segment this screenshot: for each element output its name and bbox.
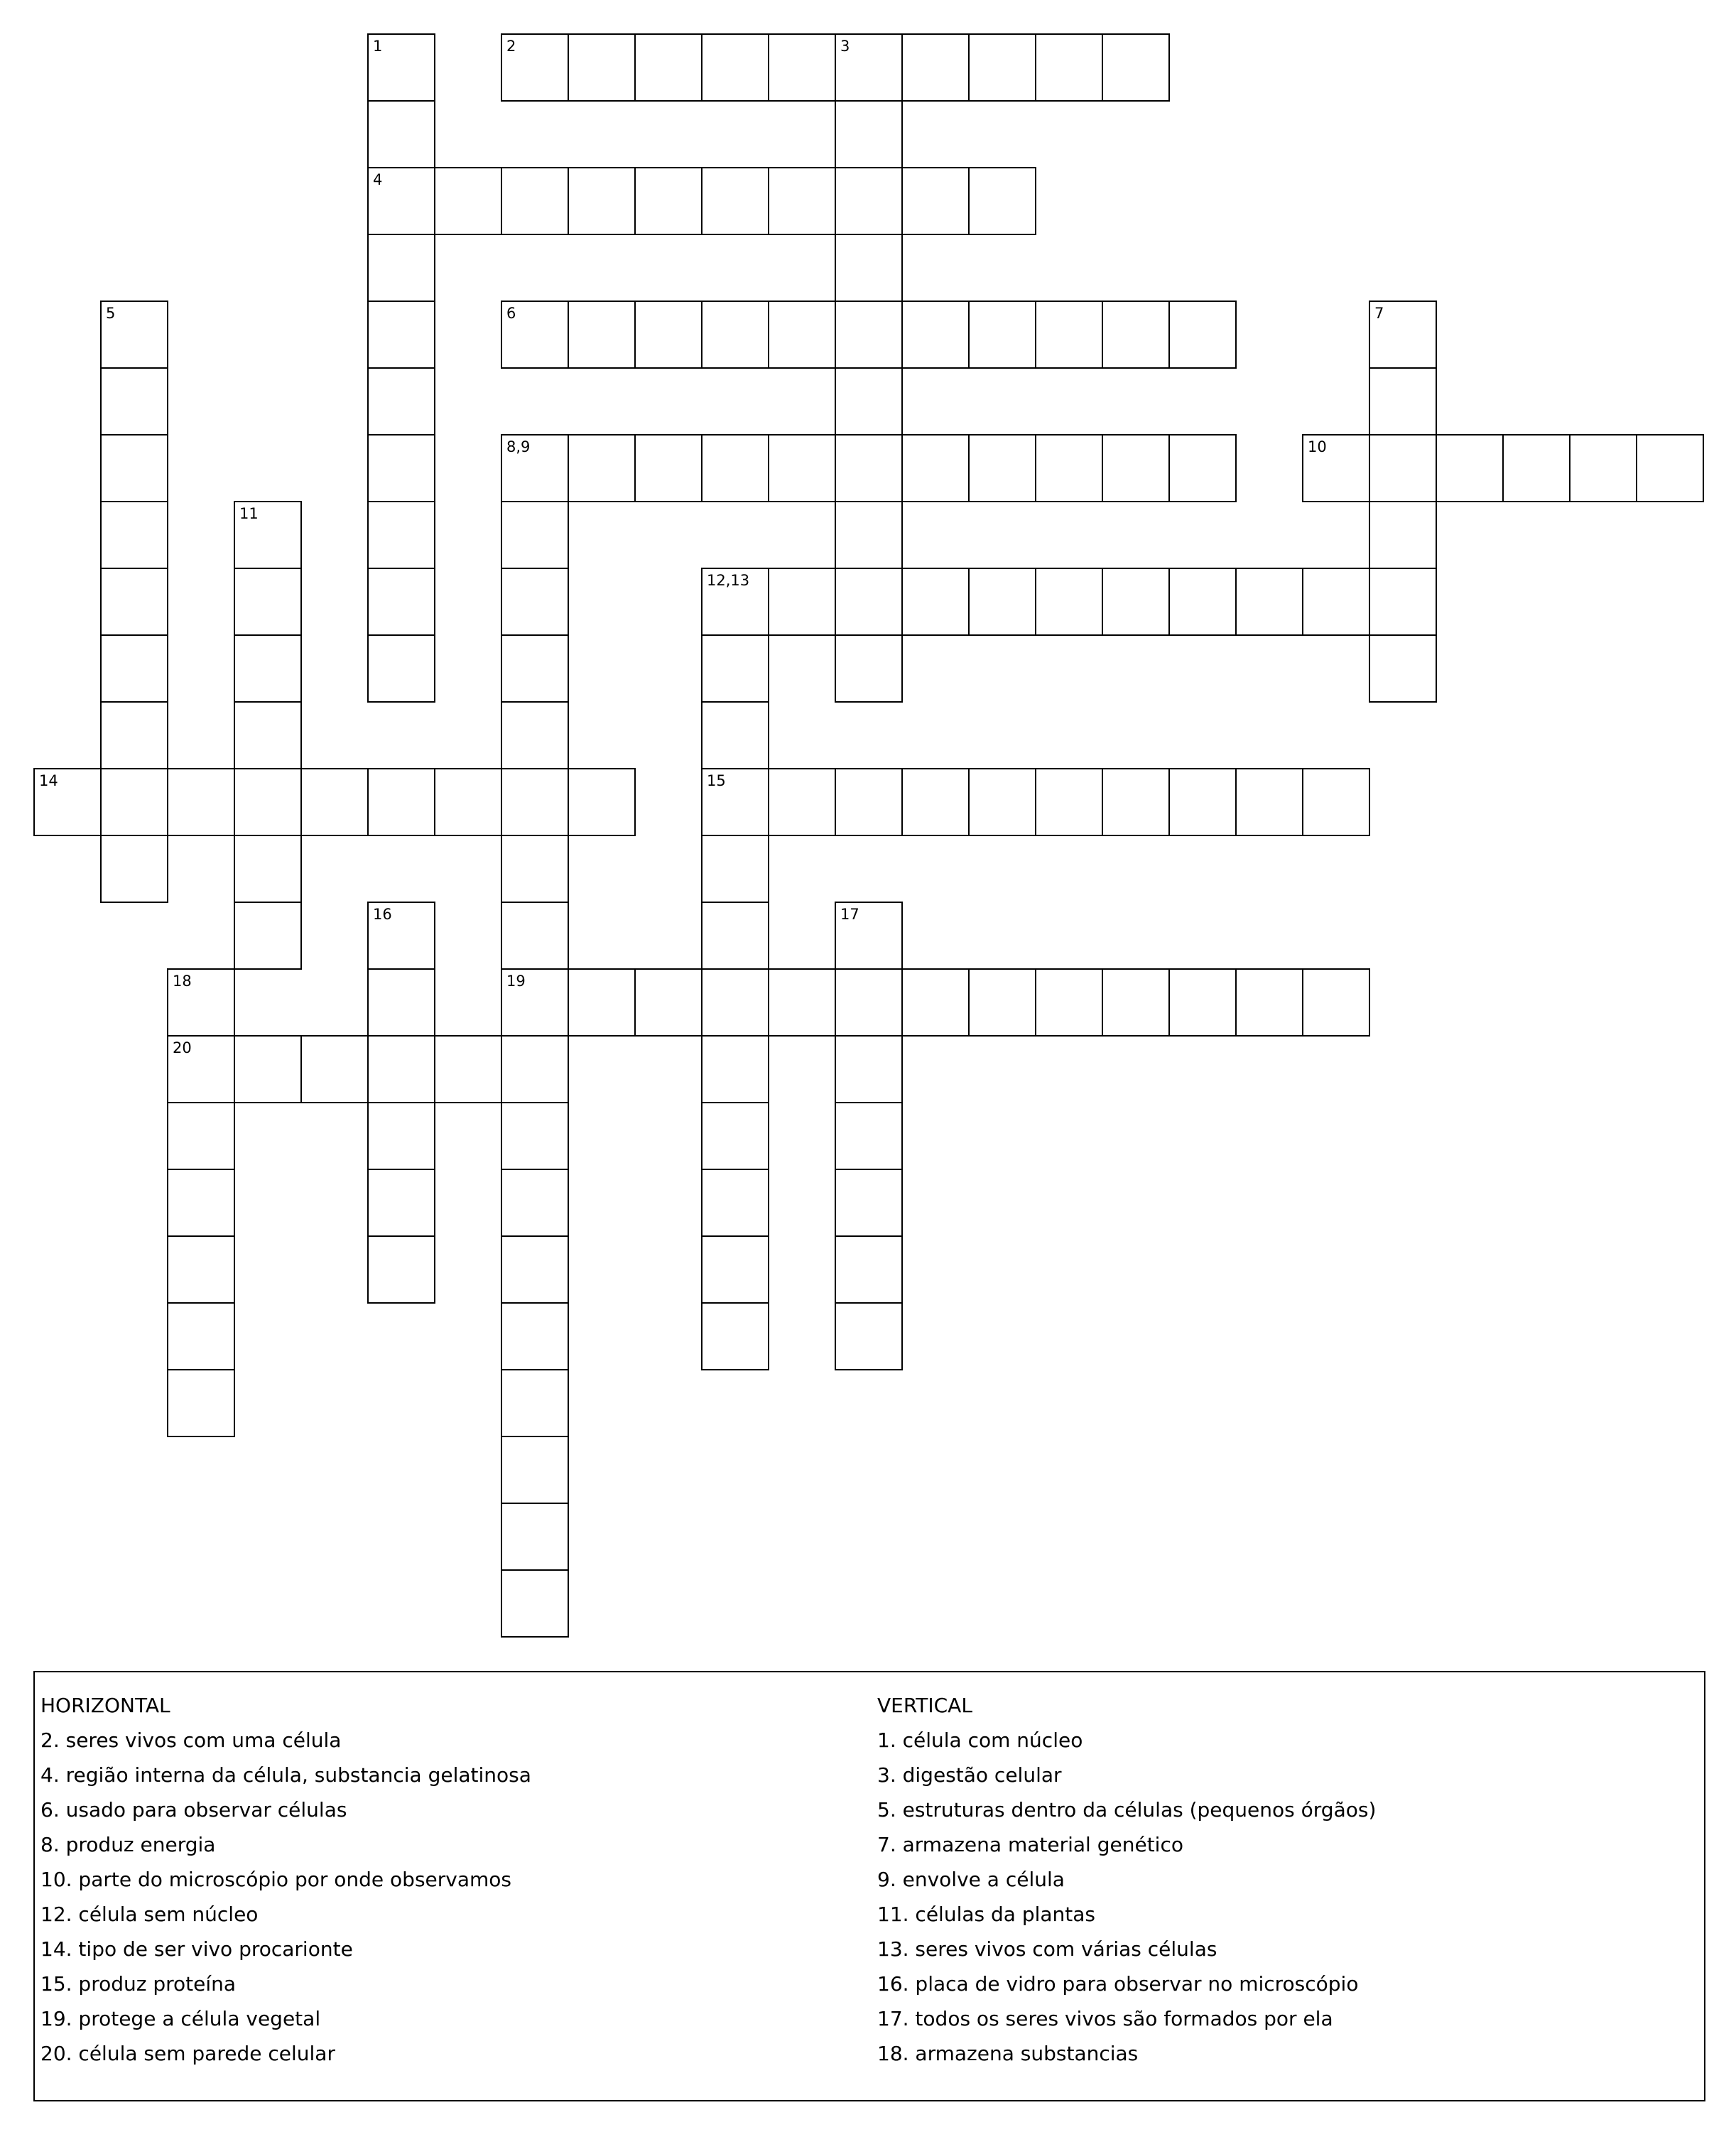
crossword-cell[interactable]: [901, 434, 970, 502]
crossword-cell[interactable]: [901, 568, 970, 636]
crossword-cell[interactable]: [367, 1102, 435, 1170]
crossword-cell[interactable]: [234, 634, 302, 703]
crossword-cell[interactable]: [701, 1235, 769, 1304]
crossword-cell[interactable]: [835, 568, 903, 636]
clue-horizontal-19: 19. protege a célula vegetal: [40, 2007, 321, 2030]
crossword-cell[interactable]: [1035, 768, 1103, 836]
crossword-cell[interactable]: [367, 234, 435, 302]
crossword-cell[interactable]: [234, 701, 302, 769]
crossword-cell[interactable]: [901, 768, 970, 836]
crossword-cell[interactable]: [901, 167, 970, 235]
clue-vertical-3: 3. digestão celular: [877, 1763, 1062, 1787]
crossword-cell[interactable]: [768, 167, 836, 235]
crossword-cell[interactable]: [434, 167, 502, 235]
crossword-cell[interactable]: [1035, 968, 1103, 1037]
crossword-cell[interactable]: [968, 167, 1036, 235]
crossword-cell[interactable]: [1168, 968, 1237, 1037]
crossword-cell[interactable]: [1302, 434, 1370, 502]
crossword-cell[interactable]: [501, 501, 569, 569]
crossword-cell[interactable]: [501, 902, 569, 970]
clue-number: 17: [840, 906, 859, 923]
clue-horizontal-4: 4. região interna da célula, substancia gelatinosa: [40, 1763, 531, 1787]
crossword-cell[interactable]: [968, 434, 1036, 502]
crossword-cell[interactable]: [234, 501, 302, 569]
crossword-cell[interactable]: [1436, 434, 1504, 502]
crossword-cell[interactable]: [1102, 301, 1170, 369]
clue-vertical-5: 5. estruturas dentro da células (pequenos órgãos): [877, 1798, 1377, 1822]
crossword-cell[interactable]: [501, 1169, 569, 1237]
crossword-cell[interactable]: [1369, 501, 1437, 569]
crossword-cell[interactable]: [1369, 367, 1437, 435]
crossword-cell[interactable]: [1369, 568, 1437, 636]
crossword-cell[interactable]: [367, 968, 435, 1037]
clues-box: [33, 1671, 1705, 2101]
crossword-cell[interactable]: [634, 33, 702, 102]
vertical-clues: [877, 1688, 1376, 2071]
clue-number: 7: [1374, 305, 1384, 322]
crossword-cell[interactable]: [501, 434, 569, 502]
crossword-cell[interactable]: [501, 1035, 569, 1103]
crossword-cell[interactable]: [1102, 968, 1170, 1037]
crossword-cell[interactable]: [501, 167, 569, 235]
horizontal-clues: [40, 1688, 531, 2071]
crossword-cell[interactable]: [835, 1102, 903, 1170]
clue-horizontal-15: 15. produz proteína: [40, 1972, 237, 1996]
crossword-cell[interactable]: [1302, 768, 1370, 836]
crossword-cell[interactable]: [100, 835, 168, 903]
crossword-cell[interactable]: [835, 634, 903, 703]
clue-number: 12,13: [707, 572, 750, 589]
crossword-cell[interactable]: [835, 1035, 903, 1103]
crossword-cell[interactable]: [701, 301, 769, 369]
crossword-cell[interactable]: [568, 968, 636, 1037]
crossword-cell[interactable]: [434, 768, 502, 836]
crossword-cell[interactable]: [300, 1035, 369, 1103]
crossword-cell[interactable]: [701, 1102, 769, 1170]
crossword-cell[interactable]: [167, 968, 235, 1037]
crossword-cell[interactable]: [1102, 568, 1170, 636]
clue-horizontal-2: 2. seres vivos com uma célula: [40, 1728, 342, 1752]
crossword-cell[interactable]: [568, 33, 636, 102]
crossword-cell[interactable]: [1369, 301, 1437, 369]
crossword-cell[interactable]: [1168, 768, 1237, 836]
clue-number: 8,9: [506, 438, 531, 455]
crossword-cell[interactable]: [167, 1369, 235, 1437]
crossword-cell[interactable]: [501, 835, 569, 903]
crossword-cell[interactable]: [701, 968, 769, 1037]
clue-horizontal-12: 12. célula sem núcleo: [40, 1903, 259, 1926]
clue-number: 18: [173, 973, 192, 990]
crossword-cell[interactable]: [701, 33, 769, 102]
crossword-cell[interactable]: [367, 1035, 435, 1103]
crossword-cell[interactable]: [1302, 568, 1370, 636]
crossword-cell[interactable]: [501, 1503, 569, 1571]
crossword-cell[interactable]: [300, 768, 369, 836]
crossword-cell[interactable]: [1168, 568, 1237, 636]
clue-number: 15: [707, 772, 726, 789]
crossword-cell[interactable]: [501, 968, 569, 1037]
crossword-cell[interactable]: [501, 1102, 569, 1170]
crossword-cell[interactable]: [501, 1436, 569, 1504]
clue-vertical-17: 17. todos os seres vivos são formados por ela: [877, 2007, 1333, 2030]
crossword-cell[interactable]: [367, 1169, 435, 1237]
crossword-cell[interactable]: [835, 1169, 903, 1237]
crossword-cell[interactable]: [968, 301, 1036, 369]
clue-number: 20: [173, 1039, 192, 1056]
clue-horizontal-6: 6. usado para observar células: [40, 1798, 347, 1822]
crossword-cell[interactable]: [1369, 434, 1437, 502]
clue-number: 10: [1308, 438, 1327, 455]
crossword-cell[interactable]: [701, 1169, 769, 1237]
crossword-cell[interactable]: [701, 902, 769, 970]
crossword-cell[interactable]: [501, 634, 569, 703]
crossword-cell[interactable]: [1168, 301, 1237, 369]
crossword-cell[interactable]: [835, 33, 903, 102]
crossword-cell[interactable]: [434, 1035, 502, 1103]
crossword-cell[interactable]: [1235, 568, 1303, 636]
crossword-cell[interactable]: [701, 701, 769, 769]
clue-horizontal-10: 10. parte do microscópio por onde observamos: [40, 1868, 512, 1891]
crossword-cell[interactable]: [1102, 768, 1170, 836]
crossword-cell[interactable]: [501, 1235, 569, 1304]
clue-vertical-1: 1. célula com núcleo: [877, 1728, 1083, 1752]
crossword-cell[interactable]: [100, 634, 168, 703]
clue-number: 2: [506, 38, 516, 55]
clue-vertical-9: 9. envolve a célula: [877, 1868, 1065, 1891]
crossword-cell[interactable]: [367, 1235, 435, 1304]
clue-number: 19: [506, 973, 526, 990]
crossword-cell[interactable]: [835, 1235, 903, 1304]
crossword-cell[interactable]: [835, 501, 903, 569]
crossword-cell[interactable]: [367, 367, 435, 435]
crossword-cell[interactable]: [367, 568, 435, 636]
crossword-cell[interactable]: [568, 768, 636, 836]
crossword-cell[interactable]: [1235, 768, 1303, 836]
crossword-cell[interactable]: [701, 768, 769, 836]
crossword-cell[interactable]: [100, 701, 168, 769]
crossword-cell[interactable]: [501, 1369, 569, 1437]
crossword-cell[interactable]: [367, 167, 435, 235]
crossword-cell[interactable]: [968, 33, 1036, 102]
crossword-cell[interactable]: [367, 902, 435, 970]
clue-horizontal-8: 8. produz energia: [40, 1833, 216, 1856]
vertical-heading: VERTICAL: [877, 1694, 972, 1717]
crossword-cell[interactable]: [501, 701, 569, 769]
crossword-cell[interactable]: [1235, 968, 1303, 1037]
clue-number: 14: [39, 772, 58, 789]
clue-vertical-16: 16. placa de vidro para observar no microscópio: [877, 1972, 1359, 1996]
crossword-cell[interactable]: [100, 367, 168, 435]
crossword-cell[interactable]: [968, 968, 1036, 1037]
crossword-cell[interactable]: [167, 1169, 235, 1237]
crossword-cell[interactable]: [835, 234, 903, 302]
crossword-cell[interactable]: [100, 301, 168, 369]
clue-number: 5: [106, 305, 116, 322]
crossword-cell[interactable]: [835, 301, 903, 369]
crossword-cell[interactable]: [367, 33, 435, 102]
crossword-cell[interactable]: [501, 768, 569, 836]
crossword-cell[interactable]: [701, 835, 769, 903]
crossword-cell[interactable]: [835, 367, 903, 435]
crossword-cell[interactable]: [1369, 634, 1437, 703]
clue-number: 1: [373, 38, 383, 55]
crossword-cell[interactable]: [901, 33, 970, 102]
crossword-cell[interactable]: [367, 768, 435, 836]
crossword-cell[interactable]: [634, 968, 702, 1037]
crossword-cell[interactable]: [701, 434, 769, 502]
clue-horizontal-14: 14. tipo de ser vivo procarionte: [40, 1937, 353, 1961]
crossword-cell[interactable]: [1302, 968, 1370, 1037]
crossword-cell[interactable]: [968, 568, 1036, 636]
crossword-cell[interactable]: [100, 568, 168, 636]
crossword-cell[interactable]: [167, 768, 235, 836]
crossword-cell[interactable]: [701, 568, 769, 636]
crossword-cell[interactable]: [100, 434, 168, 502]
crossword-cell[interactable]: [501, 1302, 569, 1370]
crossword-cell[interactable]: [234, 1035, 302, 1103]
crossword-cell[interactable]: [768, 568, 836, 636]
crossword-cell[interactable]: [768, 968, 836, 1037]
crossword-cell[interactable]: [1569, 434, 1637, 502]
crossword-cell[interactable]: [1502, 434, 1570, 502]
crossword-cell[interactable]: [768, 768, 836, 836]
crossword-cell[interactable]: [234, 835, 302, 903]
crossword-cell[interactable]: [701, 167, 769, 235]
crossword-cell[interactable]: [634, 434, 702, 502]
clue-horizontal-20: 20. célula sem parede celular: [40, 2042, 335, 2065]
crossword-cell[interactable]: [835, 434, 903, 502]
crossword-cell[interactable]: [701, 634, 769, 703]
clue-vertical-13: 13. seres vivos com várias células: [877, 1937, 1217, 1961]
crossword-cell[interactable]: [634, 301, 702, 369]
crossword-cell[interactable]: [568, 434, 636, 502]
crossword-cell[interactable]: [367, 100, 435, 168]
crossword-cell[interactable]: [100, 768, 168, 836]
clue-number: 11: [239, 505, 259, 522]
crossword-cell[interactable]: [968, 768, 1036, 836]
crossword-cell[interactable]: [234, 902, 302, 970]
clue-number: 4: [373, 171, 383, 188]
clue-vertical-7: 7. armazena material genético: [877, 1833, 1183, 1856]
crossword-cell[interactable]: [501, 1569, 569, 1638]
crossword-cell[interactable]: [100, 501, 168, 569]
crossword-cell[interactable]: [1168, 434, 1237, 502]
crossword-cell[interactable]: [367, 634, 435, 703]
crossword-cell[interactable]: [835, 968, 903, 1037]
clue-vertical-11: 11. células da plantas: [877, 1903, 1096, 1926]
crossword-cell[interactable]: [901, 968, 970, 1037]
crossword-cell[interactable]: [33, 768, 102, 836]
crossword-cell[interactable]: [634, 167, 702, 235]
crossword-cell[interactable]: [167, 1235, 235, 1304]
clue-number: 3: [840, 38, 850, 55]
clue-number: 6: [506, 305, 516, 322]
crossword-cell[interactable]: [501, 301, 569, 369]
crossword-cell[interactable]: [568, 167, 636, 235]
crossword-cell[interactable]: [1035, 434, 1103, 502]
crossword-cell[interactable]: [835, 167, 903, 235]
crossword-cell[interactable]: [768, 33, 836, 102]
crossword-cell[interactable]: [835, 1302, 903, 1370]
crossword-cell[interactable]: [768, 301, 836, 369]
crossword-cell[interactable]: [167, 1102, 235, 1170]
crossword-cell[interactable]: [901, 301, 970, 369]
crossword-cell[interactable]: [1035, 568, 1103, 636]
crossword-cell[interactable]: [1102, 434, 1170, 502]
clue-number: 16: [373, 906, 392, 923]
crossword-cell[interactable]: [1035, 33, 1103, 102]
crossword-cell[interactable]: [768, 434, 836, 502]
crossword-cell[interactable]: [1636, 434, 1704, 502]
crossword-cell[interactable]: [501, 568, 569, 636]
horizontal-heading: HORIZONTAL: [40, 1694, 170, 1717]
crossword-cell[interactable]: [1102, 33, 1170, 102]
crossword-cell[interactable]: [234, 568, 302, 636]
crossword-cell[interactable]: [835, 902, 903, 970]
crossword-cell[interactable]: [234, 768, 302, 836]
crossword-cell[interactable]: [167, 1302, 235, 1370]
crossword-cell[interactable]: [568, 301, 636, 369]
crossword-cell[interactable]: [835, 100, 903, 168]
crossword-cell[interactable]: [367, 501, 435, 569]
crossword-cell[interactable]: [367, 301, 435, 369]
crossword-cell[interactable]: [835, 768, 903, 836]
crossword-cell[interactable]: [501, 33, 569, 102]
crossword-cell[interactable]: [701, 1035, 769, 1103]
crossword-cell[interactable]: [1035, 301, 1103, 369]
crossword-cell[interactable]: [167, 1035, 235, 1103]
crossword-cell[interactable]: [367, 434, 435, 502]
crossword-cell[interactable]: [701, 1302, 769, 1370]
clue-vertical-18: 18. armazena substancias: [877, 2042, 1139, 2065]
